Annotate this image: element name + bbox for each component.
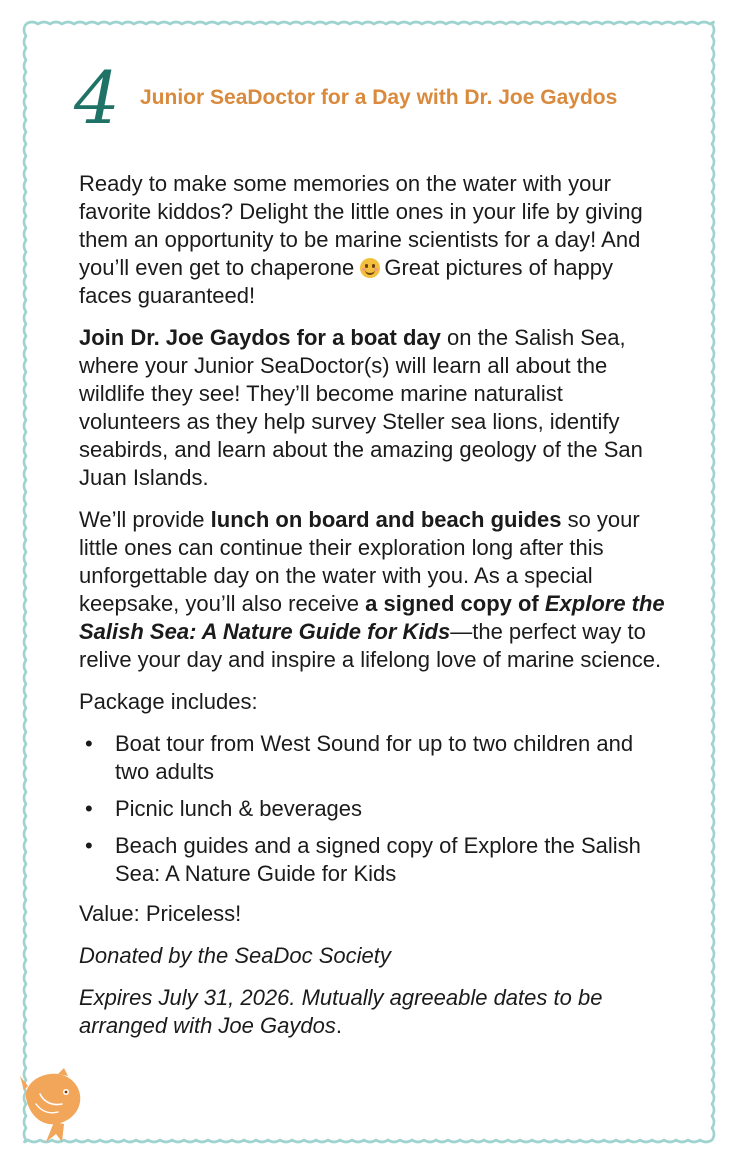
boat-day-text: on the Salish Sea, where your Junior SeaDoctor(s) will learn all about the wildlife they see! They’ll become marine naturalist volunteers as they help survey Steller sea lions, identify seabirds, and learn about the amazing geology of the San Juan Islands. <box>79 325 643 490</box>
expiration-period: . <box>335 1013 342 1038</box>
intro-text: Ready to make some memories on the water with your favorite kiddos? Delight the little ones in your life by giving them an opportunity to be marine scientists for a day! And you’ll even get to chaperone <box>79 171 643 280</box>
bullet: • <box>85 833 93 858</box>
book-title: Explore the Salish Sea: A Nature Guide for Kids <box>79 591 665 644</box>
intro-after-emoji: Great pictures of happy faces guaranteed! <box>79 255 614 308</box>
fish-icon <box>18 1068 90 1144</box>
expiration-note <box>79 984 669 1040</box>
bullet: • <box>85 796 93 821</box>
list-item-text: Beach guides and a signed copy of Explore the Salish Sea: A Nature Guide for Kids <box>115 833 641 886</box>
boat-day-bold: Join Dr. Joe Gaydos for a boat day <box>79 325 441 350</box>
list-item <box>79 730 669 786</box>
list-item-text: Picnic lunch & beverages <box>115 796 363 821</box>
lot-description <box>79 170 669 1054</box>
bullet: • <box>85 731 93 756</box>
lunch-text-1: We’ll provide <box>79 507 211 532</box>
list-item <box>79 832 669 888</box>
lot-title: Junior SeaDoctor for a Day with Dr. Joe Gaydos <box>140 86 618 109</box>
lunch-paragraph <box>79 506 669 674</box>
list-item-text: Boat tour from West Sound for up to two children and two adults <box>115 731 634 784</box>
lunch-bold-2: a signed copy of <box>365 591 545 616</box>
lunch-text-3: —the perfect way to relive your day and inspire a lifelong love of marine science. <box>79 619 662 672</box>
boat-day-paragraph <box>79 324 669 492</box>
value-line: Value: Priceless! <box>79 901 242 926</box>
intro-paragraph <box>79 170 669 310</box>
expiration-text: Expires July 31, 2026. Mutually agreeable dates to be arranged with Joe Gaydos <box>79 985 603 1038</box>
package-list <box>79 730 669 888</box>
list-item <box>79 795 669 823</box>
donated-by: Donated by the SeaDoc Society <box>79 943 391 968</box>
smiling-face-icon <box>360 258 380 278</box>
lunch-text-2: so your little ones can continue their exploration long after this unforgettable day on the water with you. As a special keepsake, you’ll also receive <box>79 507 640 616</box>
lunch-bold-1: lunch on board and beach guides <box>210 507 562 532</box>
package-heading: Package includes: <box>79 689 258 714</box>
lot-number: 4 <box>74 56 120 140</box>
